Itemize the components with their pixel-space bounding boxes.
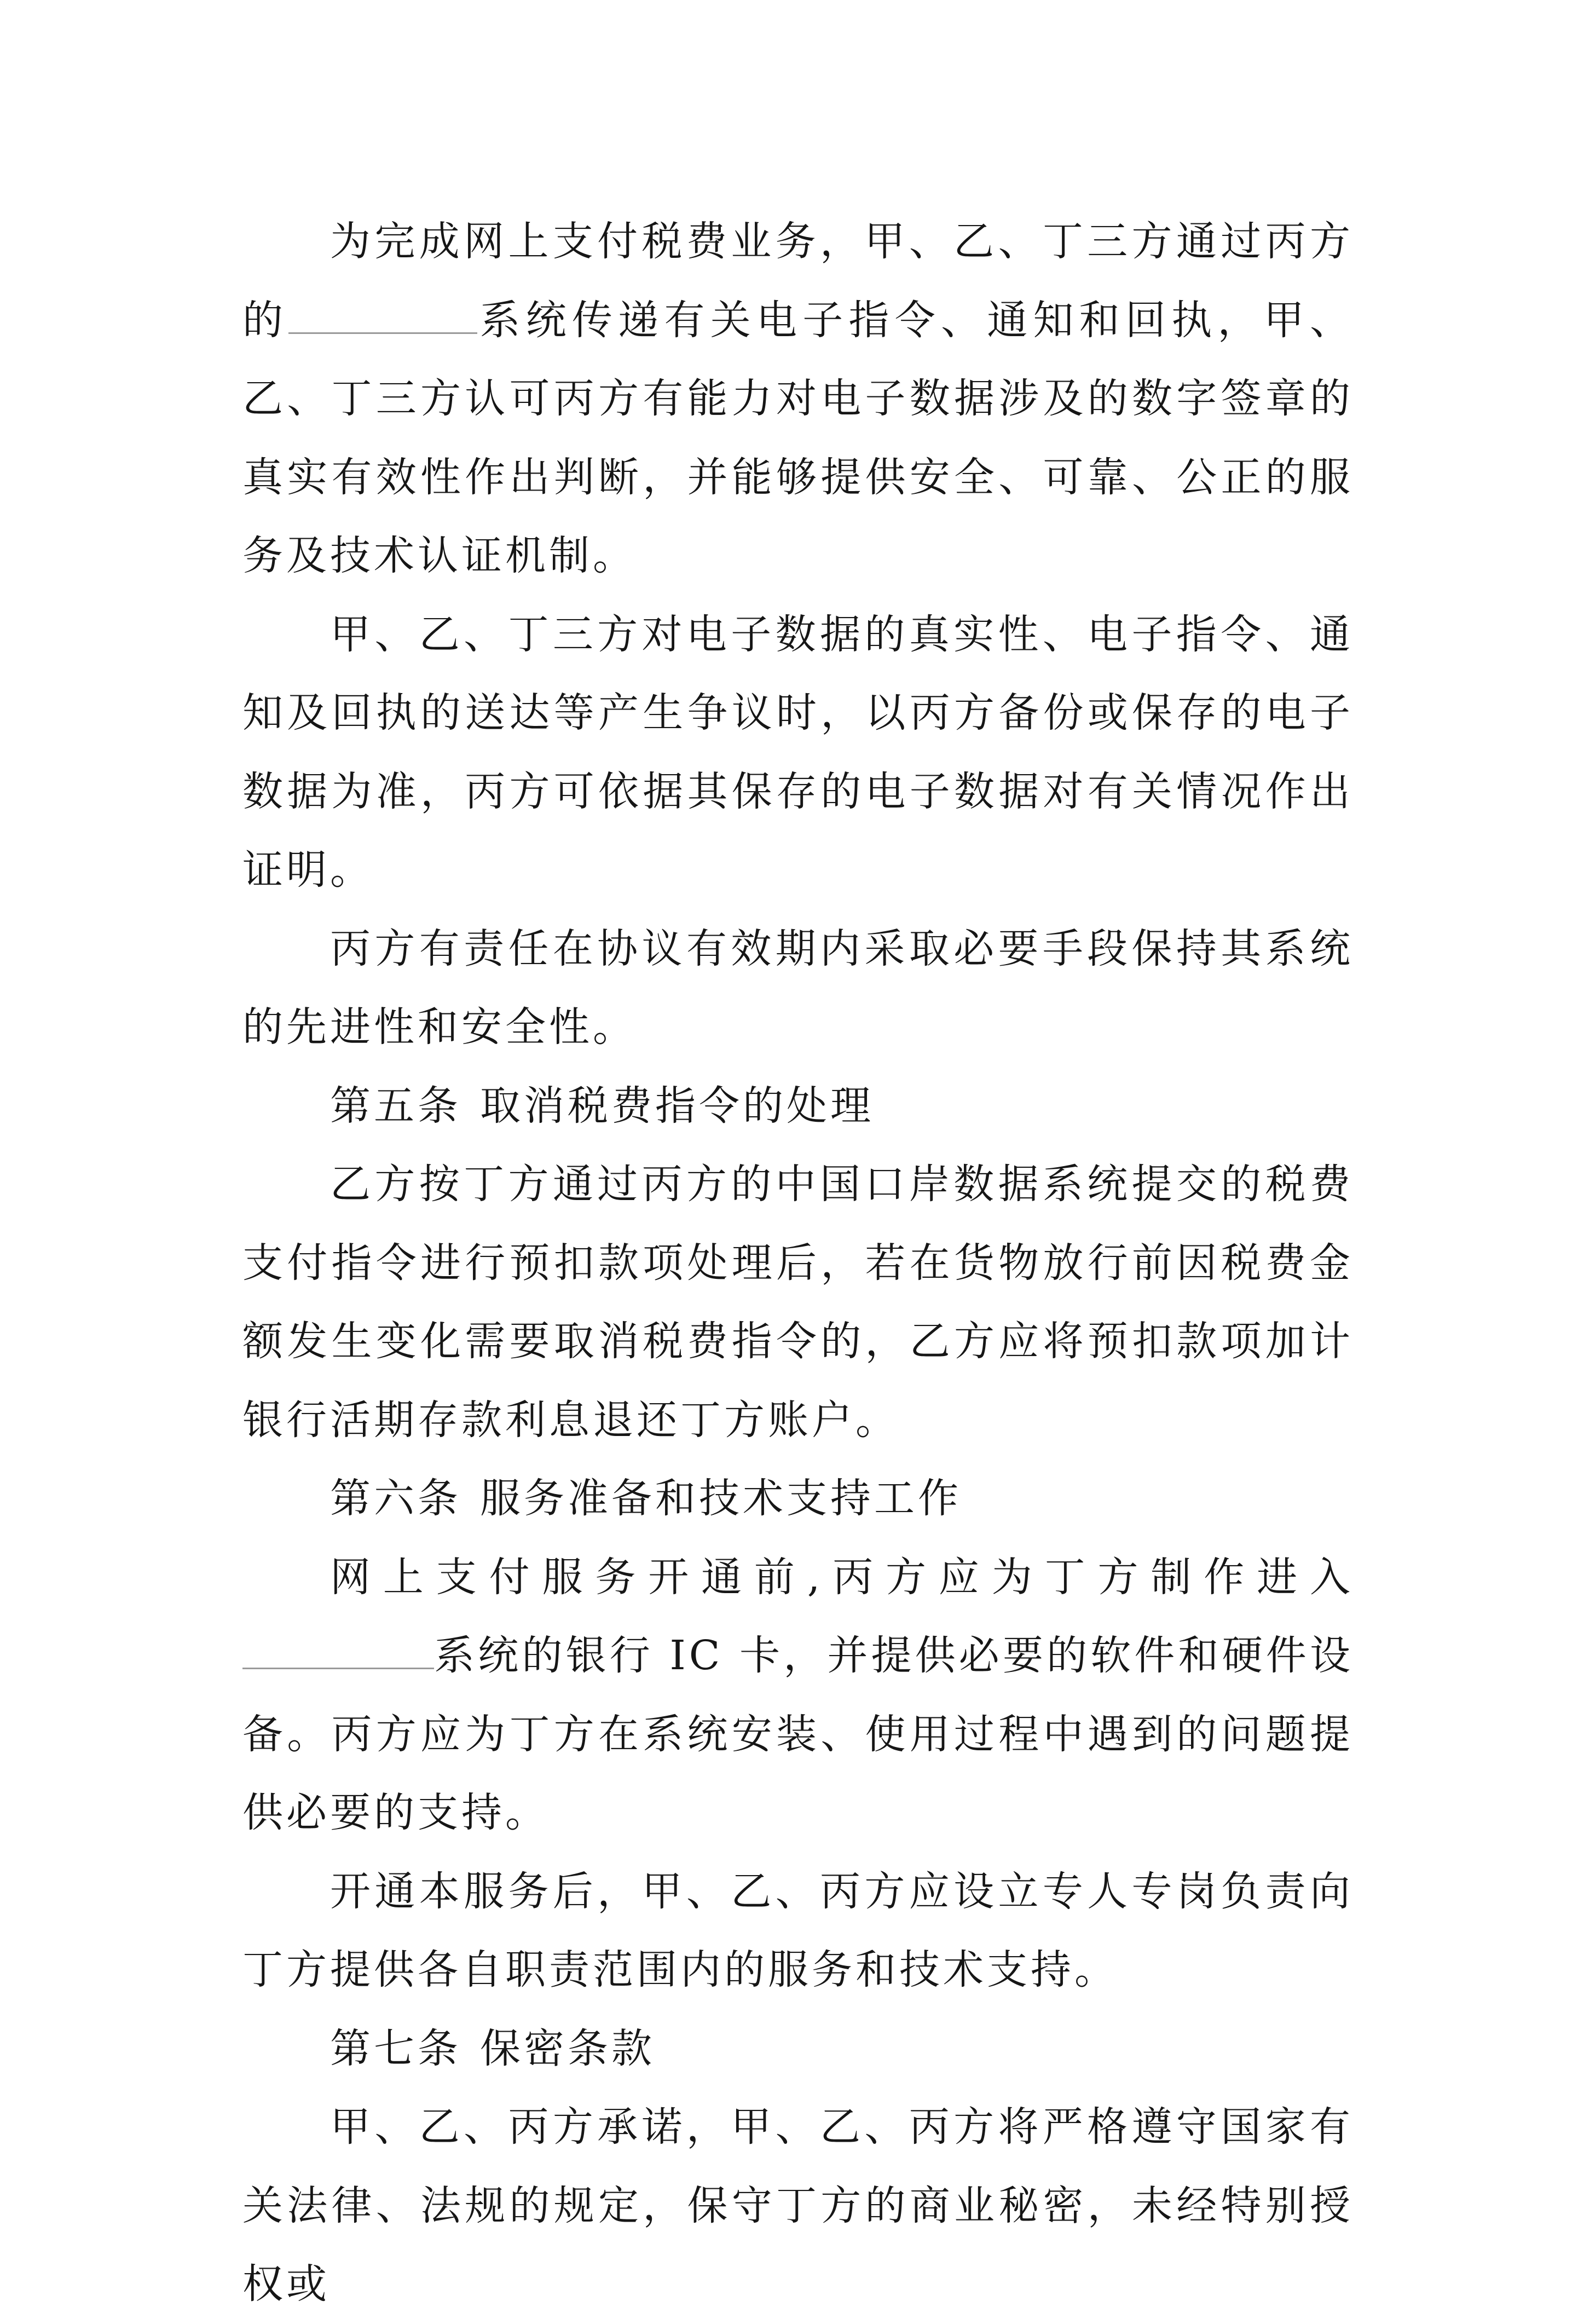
fill-in-blank <box>288 299 477 334</box>
paragraph-dedicated-staff: 开通本服务后，甲、乙、丙方应设立专人专岗负责向丁方提供各自职责范围内的服务和技术支持。 <box>242 1867 1354 1993</box>
paragraph-confidentiality: 甲、乙、丙方承诺，甲、乙、丙方将严格遵守国家有关法律、法规的规定，保守丁方的商业秘密，未经特别授权或 <box>242 2103 1354 2308</box>
paragraph-service-preparation <box>242 1538 1354 1853</box>
article-title: 取消税费指令的处理 <box>480 1082 874 1129</box>
article-5-heading <box>242 1067 1354 1146</box>
document-body <box>242 203 1354 2324</box>
article-6-heading <box>242 1460 1354 1538</box>
article-number: 第六条 <box>330 1475 461 1522</box>
article-7-heading <box>242 2010 1354 2089</box>
paragraph-online-payment-system <box>242 203 1354 596</box>
article-number: 第五条 <box>330 1082 461 1129</box>
article-title: 服务准备和技术支持工作 <box>480 1475 962 1522</box>
fill-in-blank <box>242 1635 434 1669</box>
paragraph-text: 系统的银行 IC 卡，并提供必要的软件和硬件设备。丙方应为丁方在系统安装、使用过程中遇到的问题提供必要的支持。 <box>242 1632 1354 1836</box>
paragraph-electronic-data-dispute: 甲、乙、丁三方对电子数据的真实性、电子指令、通知及回执的送达等产生争议时，以丙方备份或保存的电子数据为准，丙方可依据其保存的电子数据对有关情况作出证明。 <box>242 610 1354 893</box>
paragraph-text: 网上支付服务开通前,丙方应为丁方制作进入 <box>330 1553 1354 1601</box>
paragraph-system-security: 丙方有责任在协议有效期内采取必要手段保持其系统的先进性和安全性。 <box>242 925 1354 1051</box>
paragraph-text: 为完成网上支付税费业务，甲、乙、丁三方通过丙方的 <box>242 218 1354 344</box>
article-title: 保密条款 <box>480 2025 655 2072</box>
paragraph-cancel-instruction: 乙方按丁方通过丙方的中国口岸数据系统提交的税费支付指令进行预扣款项处理后，若在货物放行前因税费金额发生变化需要取消税费指令的，乙方应将预扣款项加计银行活期存款利息退还丁方账户。 <box>242 1161 1354 1444</box>
article-number: 第七条 <box>330 2025 461 2072</box>
paragraph-text: 系统传递有关电子指令、通知和回执，甲、乙、丁三方认可丙方有能力对电子数据涉及的数字签章的真实有效性作出判断，并能够提供安全、可靠、公正的服务及技术认证机制。 <box>242 296 1354 579</box>
